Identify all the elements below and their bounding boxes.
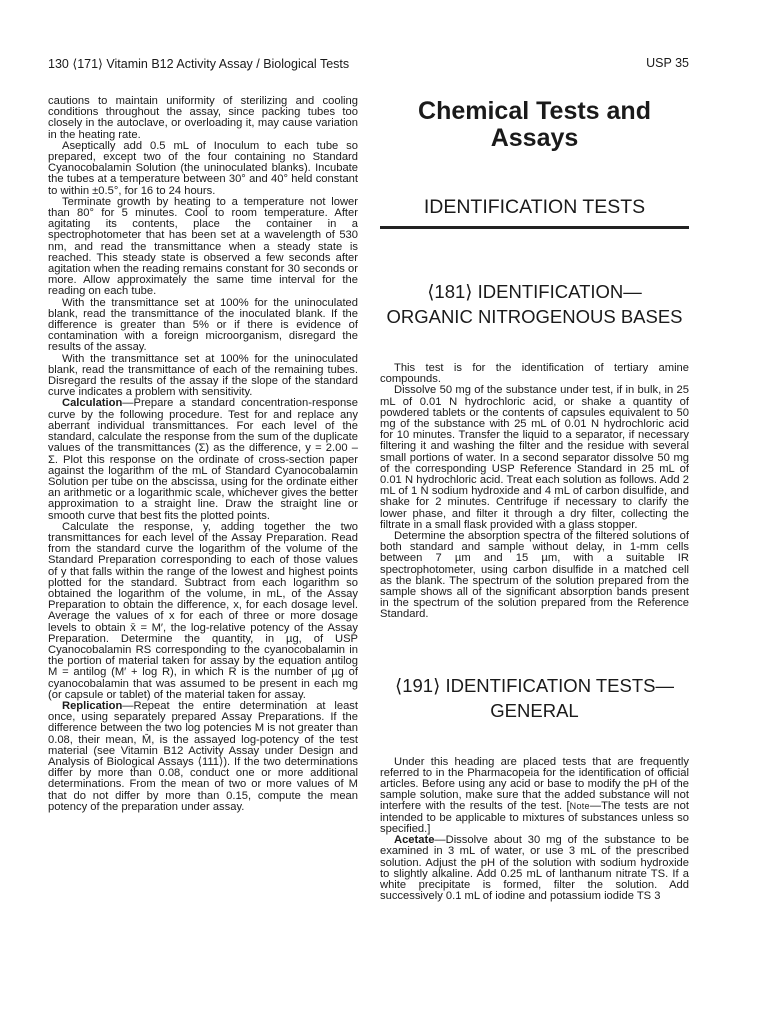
subsection-title-181: [380, 279, 689, 329]
paragraph-181-intro: This test is for the identification of tertiary amine compounds.: [380, 362, 689, 386]
left-column: [48, 96, 358, 813]
paragraph-inoculum: Aseptically add 0.5 mL of Inoculum to each tube so prepared, except two of the four containing no Standard Cyanocobalamin Solution (the uninoculated blanks). Incubate the tubes at a temperature between 30° and 40° held constant to within ±0.5°, for 16 to 24 hours.: [48, 139, 358, 197]
paragraph-heating-rate: cautions to maintain uniformity of sterilizing and cooling conditions throughout the assay, since packing tubes too closely in the autoclave, or overloading it, may cause variation in the heating rate.: [48, 95, 358, 141]
chapter-title: [380, 98, 689, 152]
header-page-title: 130 ⟨171⟩ Vitamin B12 Activity Assay / Biological Tests: [48, 57, 350, 71]
acetate-text: —Dissolve about 30 mg of the substance to be examined in 3 mL of water, or use 3 mL of the prescribed solution. Adjust the pH of the solution with sodium hydroxide to slightly alkaline. Add 0.25 mL of lanthanum nitrate TS. If a white precipitate is formed, filter the solution. Add successively 0.1 mL of iodine and potassium iodide TS 3: [380, 834, 689, 903]
paragraph-calculation: [48, 398, 358, 521]
right-column: [380, 96, 689, 902]
subsection-title-191: [380, 673, 689, 723]
paragraph-inoculated-blank: With the transmittance set at 100% for the uninoculated blank, read the transmittance of the inoculated blank. If the difference is greater than 5% or if there is evidence of contamination with a foreign microorganism, disregard the results of the assay.: [48, 296, 358, 354]
header-edition: USP 35: [646, 56, 689, 70]
subsection-181-line2: ORGANIC NITROGENOUS BASES: [386, 306, 683, 327]
paragraph-terminate-growth: Terminate growth by heating to a temperature not lower than 80° for 5 minutes. Cool to room temperature. After agitating its contents, place the container in a spectrophotometer that has been set at a wavelength of 530 nm, and read the transmittance when a steady state is reached. This steady state is observed a few seconds after agitation when the reading remains constant for 30 seconds or more. Allow approximately the same time interval for the reading on each tube.: [48, 195, 358, 298]
calculation-label: Calculation: [62, 397, 123, 410]
chapter-title-line2: Assays: [490, 124, 579, 152]
subsection-181-line1: ⟨181⟩ IDENTIFICATION—: [427, 281, 642, 302]
paragraph-181-spectra: Determine the absorption spectra of the filtered solutions of both standard and sample without delay, in 1-mm cells between 7 µm and 15 µm, with a suitable IR spectrophotometer, using carbon disulfide in a matched cell as the blank. The spectrum of the solution prepared from the sample shows all of the significant absorption bands present in the spectrum of the solution prepared from the Reference Standard.: [380, 530, 689, 621]
paragraph-response: Calculate the response, y, adding together the two transmittances for each level of the Assay Preparation. Read from the standard curve the logarithm of the volume of the Standard Preparation corresponding to each of those values of y that falls within the range of the lowest and highest points plotted for the standard. Subtract from each logarithm so obtained the logarithm of the volume, in mL, of the Assay Preparation to obtain the difference, x, for each dosage level. Average the values of x for each of three or more dosage levels to obtain x̄ = M′, the log-relative potency of the Assay Preparation. Determine the quantity, in µg, of USP Cyanocobalamin RS corresponding to the cyanocobalamin in the portion of material taken for assay by the equation antilog M = antilog (M′ + log R), in which R is the number of µg of cyanocobalamin that was assumed to be present in each mg (or capsule or tablet) of the material taken for assay.: [48, 520, 358, 701]
paragraph-acetate: [380, 835, 689, 902]
subsection-191-line2: GENERAL: [490, 699, 579, 721]
paragraph-remaining-tubes: With the transmittance set at 100% for the uninoculated blank, read the transmittance of each of the remaining tubes. Disregard the results of the assay if the slope of the standard curve indicates a problem with sensitivity.: [48, 352, 358, 399]
paragraph-191-note-text: —The tests are not intended to be applicable to mixtures of substances unless so specified.]: [380, 800, 690, 835]
paragraph-191-intro: [380, 757, 689, 835]
running-header: [48, 56, 689, 74]
paragraph-191-intro-text: Under this heading are placed tests that are frequently referred to in the Pharmacopeia for the identification of official articles. Before using any acid or base to modify the pH of the sample solution, make sure that the added substance will not interfere with the results of the test. [: [380, 755, 689, 813]
chapter-title-line1: Chemical Tests and: [418, 97, 651, 125]
replication-label: Replication: [62, 699, 123, 712]
note-label: Note: [569, 801, 590, 812]
subsection-191-line1: ⟨191⟩ IDENTIFICATION TESTS—: [395, 674, 674, 696]
section-title-identification-tests: IDENTIFICATION TESTS: [423, 196, 646, 218]
paragraph-181-procedure: Dissolve 50 mg of the substance under test, if in bulk, in 25 mL of 0.01 N hydrochloric acid, or shake a quantity of powdered tablets or the contents of capsules equivalent to 50 mg of the substance with 25 mL of 0.01 N hydrochloric acid for 10 minutes. Transfer the liquid to a separator, if necessary filtering it and washing the filter and the residue with several small portions of water. In a second separator dissolve 50 mg of the corresponding USP Reference Standard in 25 mL of 0.01 N hydrochloric acid. Treat each solution as follows. Add 2 mL of 1 N sodium hydroxide and 4 mL of carbon disulfide, and shake for 2 minutes. Centrifuge if necessary to clarify the lower phase, and filter it through a dry filter, collecting the filtrate in a small flask provided with a glass stopper.: [380, 384, 689, 531]
calculation-text: —Prepare a standard concentration-response curve by the following procedure. Test for and replace any aberrant individual transmittances. For each level of the standard, calculate the response from the sum of the duplicate values of the transmittances (Σ) as the difference, y = 2.00 – Σ. Plot this response on the ordinate of cross-section paper against the logarithm of the mL of Standard Cyanocobalamin Solution per tube on the abscissa, using for the ordinate either an arithmetic or a logarithmic scale, whichever gives the better approximation to a straight line. Draw the straight line or smooth curve that best fits the plotted points.: [48, 397, 358, 522]
paragraph-replication: [48, 701, 358, 813]
acetate-label: Acetate: [394, 834, 435, 847]
section-divider: [380, 226, 689, 229]
replication-text: —Repeat the entire determination at least once, using separately prepared Assay Preparations. If the difference between the two log potencies M is not greater than 0.08, their mean, M̄, is the assayed log-potency of the test material (see Vitamin B12 Activity Assay under Design and Analysis of Biological Assays ⟨111⟩). If the two determinations differ by more than 0.08, conduct one or more additional determinations. From the mean of two or more values of M that do not differ by more than 0.15, compute the mean potency of the preparation under assay.: [48, 699, 358, 813]
